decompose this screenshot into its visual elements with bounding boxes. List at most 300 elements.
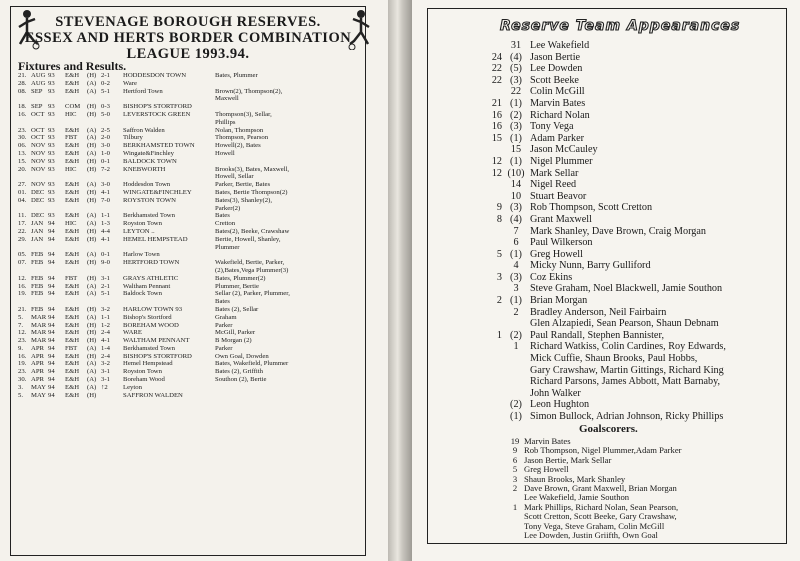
fixture-competition: E&H [65,212,80,220]
fixture-competition: E&H [65,337,80,345]
fixture-month: APR [31,360,45,368]
fixture-day: 12. [18,329,27,337]
fixture-opponent: BERKHAMSTED TOWN [123,142,195,150]
fixture-scorers: McGill, Parker [215,329,256,337]
fixture-row [18,103,364,111]
fixture-year: 93 [48,110,55,118]
fixture-month: JAN [31,220,44,228]
scorer-goals [506,522,524,531]
fixture-venue: (A) [87,181,97,189]
appearance-subs: (1) [510,155,522,167]
fixture-result: 0-3 [101,103,110,111]
fixture-row [18,283,364,291]
fixture-venue: (H) [87,157,97,165]
fixture-venue: (A) [87,212,97,220]
scorer-goals: 6 [512,454,518,465]
fixture-competition: E&H [65,329,80,337]
appearance-starts [482,388,502,400]
fixture-venue: (H) [87,227,97,235]
fixture-result: 1-3 [101,220,110,228]
fixture-venue: (A) [87,149,97,157]
fixture-day: 22. [18,227,27,235]
fixture-row [18,392,364,400]
fixture-opponent: ROYSTON TOWN [123,196,176,204]
fixture-venue: (H) [87,329,97,337]
fixture-opponent: LEVERSTOCK GREEN [123,110,191,118]
fixture-row [18,368,364,376]
fixture-scorers: Bates (2), Griffith [215,368,263,376]
fixture-month: FEB [31,274,44,282]
appearance-row [482,52,782,64]
fixture-scorers: Bertie, Howell, Shanley, Plummer [215,235,281,251]
appearance-starts: 21 [491,97,502,109]
fixture-competition: E&H [65,259,80,267]
appearance-subs [502,376,530,388]
fixture-competition: E&H [65,251,80,259]
fixture-opponent: Berkhamsted Town [123,212,175,220]
fixture-competition: E&H [65,383,80,391]
fixture-scorers: Graham [215,313,237,321]
fixture-month: AUG [31,79,46,87]
scorer-players: Jason Bertie, Mark Sellar [524,454,612,465]
fixture-year: 94 [48,220,55,228]
fixture-venue: (H) [87,321,97,329]
appearance-starts: 24 [491,51,502,63]
fixture-competition: E&H [65,87,80,95]
appearance-players: Nigel Reed [530,179,577,191]
fixture-opponent: BOREHAM WOOD [123,321,179,329]
fixture-venue: (A) [87,360,97,368]
fixture-year: 94 [48,352,55,360]
fixture-month: APR [31,376,45,384]
fixture-result: 2-1 [101,72,110,79]
scorer-goals: 19 [510,436,520,446]
scorer-players: Marvin Bates [524,436,571,446]
scorer-goals: 3 [512,473,518,484]
fixture-year: 94 [48,383,55,391]
fixture-month: FEB [31,305,44,313]
appearances-title: Reserve Team Appearances [500,18,741,34]
fixture-scorers: Thompson, Pearson [215,134,269,142]
fixture-opponent: Baldock Town [123,290,162,298]
fixtures-subtitle: Fixtures and Results. [18,59,127,73]
fixture-venue: (A) [87,79,97,87]
fixture-result: 2-4 [101,329,110,337]
appearance-subs: 14 [510,179,522,191]
fixture-month: APR [31,344,45,352]
appearance-row [482,411,782,423]
fixture-competition: E&H [65,72,80,79]
fixture-venue: (A) [87,87,97,95]
appearance-subs: 31 [510,40,522,51]
appearance-players: Rob Thompson, Scott Cretton [530,202,653,214]
fixture-opponent: WARE [123,329,142,337]
appearance-starts [482,86,502,98]
appearance-subs: 10 [510,190,522,202]
fixture-scorers: Parker [215,321,233,329]
fixture-month: SEP [31,87,43,95]
fixture-competition: E&H [65,196,80,204]
fixture-result: 2-0 [101,134,110,142]
appearance-subs: 4 [513,260,519,272]
fixture-opponent: Royston Town [123,368,162,376]
fixture-day: 5. [18,391,24,399]
appearance-starts: 5 [496,248,502,260]
appearance-row [482,388,782,400]
scorer-goals [506,531,524,540]
appearance-players: Paul Wilkerson [530,237,593,249]
fixture-result: 0-1 [101,251,110,259]
appearance-starts: 16 [491,121,502,133]
fixture-year: 94 [48,376,55,384]
fixture-result: ↑2 [101,383,108,391]
fixture-year: 93 [48,134,55,142]
appearance-players: Mark Shanley, Dave Brown, Craig Morgan [530,225,706,237]
fixture-day: 29. [18,235,27,243]
fixture-scorers [215,384,291,392]
fixture-year: 93 [48,103,55,111]
fixture-row [18,360,364,368]
page-header [12,14,364,62]
fixture-scorers: Brown(2), Thompson(2), Maxwell [215,87,283,103]
fixture-competition: E&H [65,188,80,196]
fixture-month: DEC [31,196,45,204]
appearances-list [482,40,782,423]
appearance-row [482,283,782,295]
goalscorers-list [506,437,786,540]
fixture-row [18,111,364,127]
appearance-row [482,272,782,284]
appearance-row [482,226,782,238]
fixture-year: 93 [48,142,55,150]
appearance-players: Nigel Plummer [530,155,593,167]
fixture-opponent: HODDESDON TOWN [123,72,187,79]
fixture-opponent: Royston Town [123,220,162,228]
fixture-row [18,345,364,353]
fixture-result: 3-2 [101,360,110,368]
fixture-scorers [215,251,291,259]
appearance-row [482,399,782,411]
fixture-day: 7. [18,321,24,329]
fixture-row [18,376,364,384]
appearance-starts [482,353,502,365]
fixture-venue: (H) [87,72,97,79]
fixture-result: 0-2 [101,79,110,87]
fixture-opponent: Bishop's Stortford [123,313,172,321]
fixture-month: FEB [31,282,44,290]
fixture-venue: (A) [87,251,97,259]
appearance-players: Lee Dowden [530,63,583,75]
appearance-players: Glen Alzapiedi, Sean Pearson, Shaun Debnam [530,318,719,330]
fixture-year: 94 [48,259,55,267]
fixture-scorers: Thompson(3), Sellar, Phillips [215,110,272,126]
fixture-result: 9-0 [101,259,110,267]
fixture-day: 23. [18,126,27,134]
appearance-players: Simon Bullock, Adrian Johnson, Ricky Phillips [530,411,724,422]
fixture-month: FEB [31,259,44,267]
fixture-day: 19. [18,290,27,298]
fixture-competition: HIC [65,110,77,118]
fixture-venue: (A) [87,134,97,142]
fixture-year: 94 [48,274,55,282]
fixture-row [18,275,364,283]
appearance-starts [482,237,502,249]
fixture-competition: E&H [65,142,80,150]
fixture-month: MAR [31,321,47,329]
fixture-venue: (H) [87,274,97,282]
appearance-row [482,365,782,377]
appearance-subs: (2) [510,399,522,411]
fixture-year: 93 [48,126,55,134]
fixture-scorers: Southon (2), Bertie [215,376,267,384]
title-line-2: ESSEX AND HERTS BORDER COMBINATION [24,30,352,46]
fixture-day: 12. [18,274,27,282]
fixture-competition: E&H [65,321,80,329]
appearance-players: Jason McCauley [530,144,598,156]
right-page [412,0,800,561]
appearance-row [482,179,782,191]
fixture-year: 94 [48,313,55,321]
fixture-opponent: HEMEL HEMPSTEAD [123,235,188,243]
appearance-players: Lee Wakefield [530,40,590,51]
fixture-row [18,306,364,314]
fixture-scorers: Howell [215,149,235,157]
fixture-venue: (A) [87,344,97,352]
fixture-year: 93 [48,87,55,95]
fixture-opponent: Ware [123,79,137,87]
fixture-scorers: B Morgan (2) [215,337,252,345]
appearance-subs: (1) [510,411,522,422]
fixture-day: 21. [18,72,27,79]
appearance-subs [502,365,530,377]
fixtures-list [18,72,364,399]
fixture-opponent: Boreham Wood [123,376,165,384]
scorer-players: Shaun Brooks, Mark Shanley [524,473,626,484]
fixture-result: 2-4 [101,352,110,360]
scorer-goals: 2 [512,483,518,494]
fixture-row [18,220,364,228]
fixture-scorers: Sellar (2), Parker, Plummer, Bates [215,290,290,306]
book-gutter [388,0,412,561]
fixture-year: 93 [48,181,55,189]
fixture-day: 21. [18,305,27,313]
fixture-result [101,392,123,400]
fixture-opponent: BALDOCK TOWN [123,157,177,165]
fixture-year: 94 [48,290,55,298]
appearance-row [482,376,782,388]
fixture-venue: (H) [87,110,97,118]
fixture-month: MAY [31,391,46,399]
appearance-row [482,318,782,330]
appearance-row [482,156,782,168]
fixture-month: MAR [31,313,47,321]
fixture-competition: E&H [65,157,80,165]
fixture-scorers: Bates(2), Beeke, Crawshaw [215,227,290,235]
fixture-day: 15. [18,157,27,165]
fixture-month: MAR [31,329,47,337]
fixture-month: APR [31,368,45,376]
fixture-venue: (H) [87,196,97,204]
appearance-subs: (3) [510,121,522,133]
fixture-competition: FBT [65,274,78,282]
fixture-venue: (H) [87,391,97,399]
appearance-subs: (4) [510,51,522,63]
appearance-players: Gary Crawshaw, Martin Gittings, Richard King [530,364,724,376]
fixture-month: DEC [31,188,45,196]
fixture-scorers: Parker, Bertie, Bates [215,181,271,189]
scorer-row [506,531,786,540]
fixture-competition: FBT [65,344,78,352]
appearance-row [482,295,782,307]
fixture-year: 93 [48,157,55,165]
fixture-row [18,353,364,361]
appearance-subs: (3) [510,271,522,283]
fixture-opponent: HARLOW TOWN 93 [123,305,183,313]
fixture-month: NOV [31,157,46,165]
fixture-month: NOV [31,181,46,189]
appearance-players: Richard Watkiss, Colin Cardines, Roy Edwards, [530,341,726,353]
fixture-opponent: SAFFRON WALDEN [123,391,183,399]
fixture-row [18,236,364,252]
fixture-row [18,189,364,197]
scorer-goals [506,512,524,521]
fixture-day: 07. [18,259,27,267]
fixture-row [18,88,364,104]
fixture-competition: E&H [65,235,80,243]
fixture-scorers [215,392,291,400]
fixture-competition: FBT [65,134,78,142]
fixture-day: 28. [18,79,27,87]
fixture-month: SEP [31,103,43,111]
fixture-competition: E&H [65,227,80,235]
fixture-competition: HIC [65,220,77,228]
fixture-row [18,259,364,275]
fixture-year: 94 [48,344,55,352]
fixture-result: 3-0 [101,142,110,150]
fixture-year: 94 [48,368,55,376]
fixture-result: 3-1 [101,376,110,384]
fixture-venue: (A) [87,376,97,384]
fixture-day: 30. [18,134,27,142]
fixture-scorers [215,158,291,166]
scorer-goals: 1 [512,501,518,512]
appearance-players: Richard Parsons, James Abbott, Matt Barnaby, [530,376,721,388]
appearance-row [482,75,782,87]
fixture-year: 93 [48,165,55,173]
fixture-year: 94 [48,329,55,337]
scorer-players: Lee Wakefield, Jamie Southon [524,492,630,503]
appearance-starts: 12 [491,167,502,179]
fixture-competition: E&H [65,282,80,290]
appearance-players: Scott Beeke [530,74,579,86]
fixture-competition: E&H [65,290,80,298]
fixture-month: JAN [31,227,44,235]
appearance-row [482,168,782,180]
appearance-starts [482,144,502,156]
fixture-row [18,127,364,135]
fixture-month: OCT [31,134,45,142]
appearance-subs [502,388,530,400]
fixture-month: MAR [31,337,47,345]
fixture-scorers: Cretton [215,220,236,228]
appearance-subs: (5) [510,63,522,75]
fixture-day: 23. [18,368,27,376]
appearance-players: Grant Maxwell [530,213,592,225]
fixture-venue: (A) [87,313,97,321]
fixture-venue: (H) [87,305,97,313]
fixture-row [18,228,364,236]
fixture-year: 93 [48,149,55,157]
fixture-opponent: Hemel Hempstead [123,360,173,368]
fixture-day: 30. [18,376,27,384]
fixture-day: 13. [18,149,27,157]
fixture-venue: (A) [87,290,97,298]
fixture-result: 0-1 [101,157,110,165]
appearance-row [482,353,782,365]
appearance-subs: 15 [510,144,522,156]
scorer-players: Rob Thompson, Nigel Plummer,Adam Parker [524,445,682,456]
appearance-starts: 22 [491,63,502,75]
fixture-day: 17. [18,220,27,228]
scorer-players: Greg Howell [524,464,569,475]
appearance-players: Steve Graham, Noel Blackwell, Jamie Southon [530,283,723,295]
fixture-row [18,197,364,213]
fixture-result: 5-1 [101,87,110,95]
fixture-venue: (A) [87,383,97,391]
appearance-players: Richard Nolan [530,109,590,121]
fixture-opponent: Harlow Town [123,251,160,259]
fixture-opponent: Wingate&Finchley [123,149,174,157]
appearance-players: Coz Ekins [530,271,573,283]
appearance-starts [482,307,502,319]
fixture-year: 93 [48,188,55,196]
title-line-3: LEAGUE 1993.94. [126,46,250,62]
fixture-venue: (H) [87,142,97,150]
fixture-result: 3-2 [101,305,110,313]
fixture-scorers: Bates (2), Sellar [215,305,259,313]
fixture-venue: (A) [87,126,97,134]
appearance-subs: (2) [510,109,522,121]
fixture-row [18,158,364,166]
appearance-row [482,63,782,75]
appearance-players: Leon Hughton [530,399,590,411]
fixture-scorers: Plummer, Bertie [215,282,259,290]
appearance-subs [502,353,530,365]
fixture-venue: (A) [87,282,97,290]
fixture-opponent: Tilbury [123,134,143,142]
appearance-row [482,98,782,110]
fixture-competition: E&H [65,360,80,368]
fixture-scorers: Brooks(3), Bates, Maxwell, Howell, Sellar [215,165,290,181]
appearance-starts: 3 [496,271,502,283]
fixture-opponent: LEYTON .. [123,227,155,235]
fixture-month: NOV [31,165,46,173]
scorer-players: Lee Dowden, Justin Griifth, Own Goal [524,530,658,541]
appearance-row [482,110,782,122]
appearance-subs: 3 [513,283,519,295]
fixture-day: 5. [18,313,24,321]
appearance-subs: 22 [510,86,522,98]
fixture-competition: E&H [65,376,80,384]
appearance-players: Colin McGill [530,86,585,98]
appearance-starts [482,40,502,52]
fixture-scorers: Bates(3), Shanley(2), Parker(2) [215,196,273,212]
appearance-players: Tony Vega [530,121,574,133]
fixture-opponent: KNEBWORTH [123,165,166,173]
fixture-scorers: Bates, Plummer(2) [215,274,266,282]
fixture-month: MAY [31,383,46,391]
fixture-result: 1-1 [101,313,110,321]
